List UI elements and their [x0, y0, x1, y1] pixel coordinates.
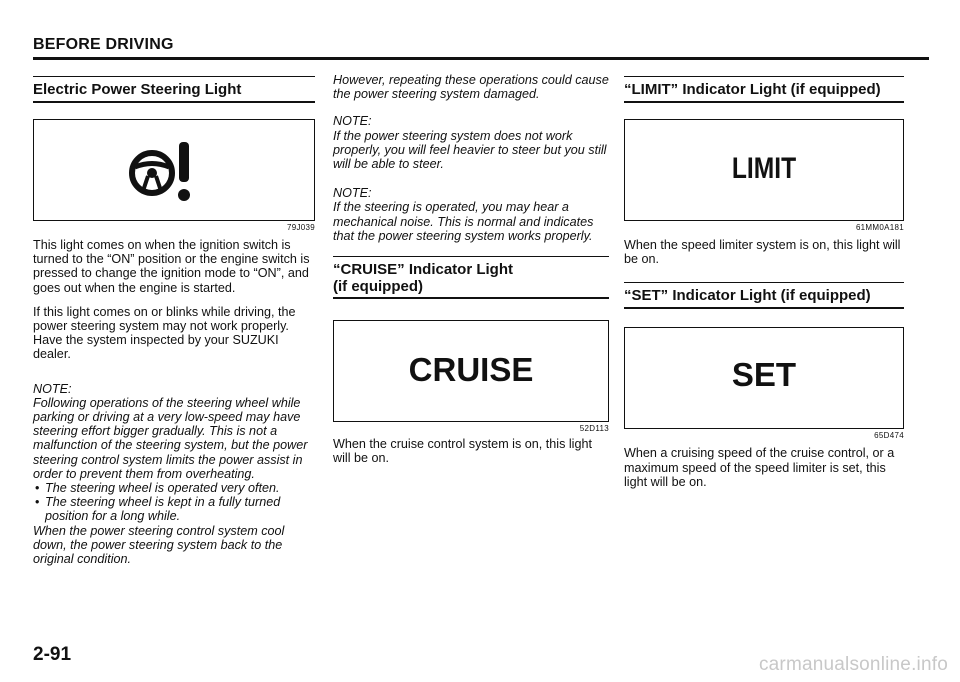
note2-label: NOTE:	[333, 114, 372, 129]
steering-warning-icon	[34, 120, 314, 220]
section-bottom-rule	[33, 101, 315, 103]
limit-indicator-text: LIMIT	[731, 152, 797, 185]
eps-figure	[33, 119, 315, 221]
section-bottom-rule	[624, 101, 904, 103]
cruise-title-line2: (if equipped)	[333, 278, 423, 296]
column-right	[624, 68, 904, 489]
limit-body: When the speed limiter system is on, this light will be on.	[624, 238, 901, 267]
eps-section-title: Electric Power Steering Light	[33, 81, 242, 98]
note2-text: If the power steering system does not work properly, you will feel heavier to steer but you still will be able to steer.	[333, 128, 607, 172]
set-body: When a cruising speed of the cruise control, or a maximum speed of the speed limiter is set, this light will be on.	[624, 446, 895, 489]
set-figure	[624, 327, 904, 429]
cruise-body: When the cruise control system is on, this light will be on.	[333, 437, 592, 466]
note3-label: NOTE:	[333, 186, 372, 201]
eps-figure-code: 79J039	[286, 223, 315, 232]
list-item: • The steering wheel is operated very often.	[33, 481, 315, 495]
eps-note-text: Following operations of the steering wheel while parking or driving at a very low-speed may have steering effort bigger gradually. This is not a malfunction of the steering system, but the power steering control system limits the power assist in order to prevent them from overheating.	[33, 395, 308, 481]
cruise-indicator-text: CRUISE	[408, 351, 534, 389]
cruise-figure	[333, 320, 609, 422]
limit-figure	[624, 119, 904, 221]
section-header: BEFORE DRIVING	[33, 36, 174, 53]
set-indicator-text: SET	[731, 356, 797, 394]
list-item: • The steering wheel is kept in a fully turned position for a long while.	[33, 495, 315, 523]
eps-paragraph-1: This light comes on when the ignition switch is turned to the “ON” position or the engine switch is pressed to change the ignition mode to “ON”, and goes out when the engine is started.	[33, 238, 310, 295]
limit-figure-code: 61MM0A181	[855, 223, 904, 232]
header-divider	[33, 57, 929, 60]
set-figure-code: 65D474	[874, 431, 904, 441]
eps-note-label: NOTE:	[33, 381, 72, 396]
limit-section-title: “LIMIT” Indicator Light (if equipped)	[624, 81, 881, 98]
eps-paragraph-2: If this light comes on or blinks while driving, the power steering system may not work properly. Have the system inspected by your SUZUKI dealer.	[33, 304, 296, 362]
cruise-title-line1: “CRUISE” Indicator Light	[333, 261, 513, 279]
section-bottom-rule	[624, 307, 904, 309]
page-number: 2-91	[33, 644, 72, 665]
set-section-title: “SET” Indicator Light (if equipped)	[624, 287, 871, 305]
section-bottom-rule	[333, 297, 609, 299]
eps-note-list	[33, 481, 315, 524]
cruise-figure-code: 52D113	[579, 424, 609, 434]
column-middle	[333, 68, 609, 465]
note3-text: If the steering is operated, you may hear a mechanical noise. This is normal and indicates that the power steering system works properly.	[333, 200, 594, 243]
column-left	[33, 68, 315, 566]
watermark-text: carmanualsonline.info	[758, 654, 948, 675]
eps-note-tail: When the power steering control system cool down, the power steering system back to the original condition.	[33, 523, 285, 567]
warning-continuation: However, repeating these operations could cause the power steering system damaged.	[333, 73, 609, 102]
cruise-section-title	[333, 257, 609, 297]
